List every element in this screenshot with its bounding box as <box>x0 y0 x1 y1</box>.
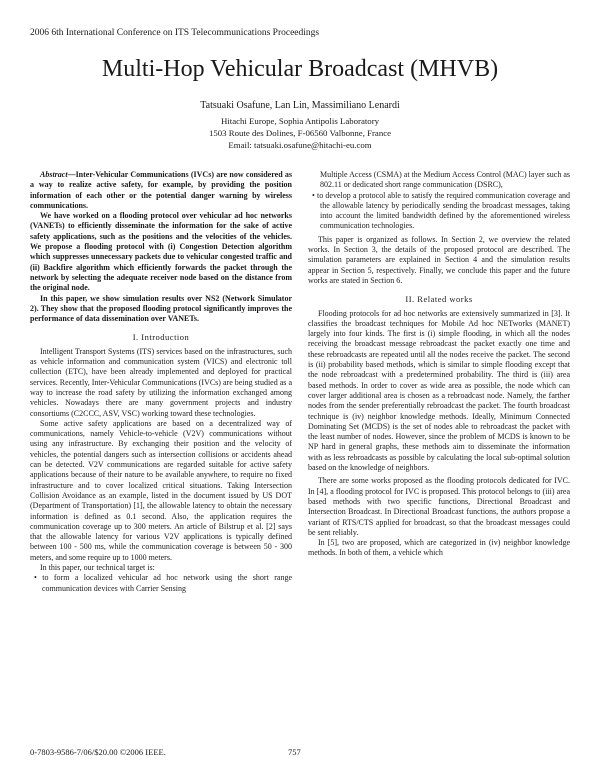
abstract-label: Abstract <box>40 170 68 179</box>
right-bullet-2: • to develop a protocol able to satisfy the required communication coverage and the allowable latency by periodically sending the broadcast messages, taking into account the limited bandwidth defined by the aforementioned wireless communication technologies. <box>312 190 570 231</box>
abstract-paragraph-1: Abstract—Inter-Vehicular Communications (IVCs) are now considered as a way to realize active safety, for example, by providing the position information of each other or the potential danger warning by wireless communications. <box>30 170 292 210</box>
affiliation-line-1: Hitachi Europe, Sophia Antipolis Laboratory <box>220 116 380 126</box>
conference-header: 2006 6th International Conference on ITS Telecommunications Proceedings <box>30 28 320 38</box>
section-heading-introduction: I. Introduction <box>132 332 190 343</box>
left-column <box>30 170 292 740</box>
related-paragraph-2: There are some works proposed as the flooding protocols dedicated for IVC. In [4], a flooding protocol for IVC is proposed. This protocol belongs to (iii) area based methods with two specific functions, Directional Broadcast and Intersection Broadcast. In Directional Broadcast functions, the authors propose a variant of RTS/CTS applied for broadcast, so that the broadcast messages could be sent reliably. <box>308 476 570 537</box>
organization-paragraph: This paper is organized as follows. In Section 2, we overview the related works. In Section 3, the details of the proposed protocol are described. The simulation parameters are explained in Section 4 and the simulation results appear in Section 5, respectively. Finally, we conclude this paper and the future works are stated in Section 6. <box>308 234 570 285</box>
affiliation-email: Email: tatsuaki.osafune@hitachi-eu.com <box>228 140 372 150</box>
related-paragraph-3: In [5], two are proposed, which are categorized in (iv) neighbor knowledge methods. In both of them, a vehicle which <box>308 538 570 558</box>
authors: Tatsuaki Osafune, Lan Lin, Massimiliano Lenardi <box>200 100 400 111</box>
copyright-footer: 0-7803-9586-7/06/$20.00 ©2006 IEEE. <box>30 747 166 757</box>
section-heading-related-works: II. Related works <box>405 294 473 305</box>
related-paragraph-1: Flooding protocols for ad hoc networks are extensively summarized in [3]. It classifies the broadcast techniques for Mobile Ad hoc NETworks (MANET) largely into four kinds. The first is (i) simple flooding, in which all the nodes receiving the broadcast message rebroadcast the packet exactly one time and these rebroadcasts are repeated until all the nodes receive the packet. The second is (ii) probability based methods, which is similar to simple flooding except that the node rebroadcast with a predetermined probability. The third is (iii) area based methods. In order to cover as wide area as possible, the node which can cover larger additional area is chosen as a rebroadcast node. Namely, the farther nodes from the sender preferentially rebroadcast the packet. The fourth broadcast technique is (iv) neighbor knowledge methods. Ideally, Minimum Connected Dominating Set (MCDS) is the set of nodes able to rebroadcast the packet with the least number of nodes. However, since the problem of MCDS is known to be NP hard in general graphs, these methods aim to disseminate the information with as less rebroadcasts as possible by calculating the local sub-optimal solution based on the knowledge of neighbors. <box>308 308 570 473</box>
intro-paragraph-3: In this paper, our technical target is: <box>40 562 155 572</box>
intro-bullet-1: • to form a localized vehicular ad hoc network using the short range communication devices with Carrier Sensing <box>34 573 292 593</box>
intro-paragraph-2: Some active safety applications are based on a decentralized way of communications, namely Vehicle-to-vehicle (V2V) communications without using any infrastructure. By exchanging their position and the velocity of vehicles, the potential dangers such as intersection collisions or accidents ahead can be detected. V2V communications are regarded suitable for active safety applications because of their nature to be available anywhere, to require no fixed infrastructure and to cover localized critical situations. Taking Intersection Collision Avoidance as an example, listed in the document issued by US DOT (Department of Transportation) [1], the allowable latency to obtain the necessary information is defined as 0.1 second. Also, the application requires the communication coverage up to 300 meters. An article of Bilstrup et al. [2] says that the allowable latency for various V2V applications is typically defined between 100 - 500 ms, while the communication coverage is between 50 - 300 meters, and some require up to 1000 meters. <box>30 418 292 562</box>
right-column <box>308 170 570 740</box>
page-number: 757 <box>288 747 301 757</box>
right-bullet-1-continued: Multiple Access (CSMA) at the Medium Access Control (MAC) layer such as 802.11 or dedicated short range communication (DSRC), <box>320 170 570 190</box>
abstract-paragraph-3: In this paper, we show simulation results over NS2 (Network Simulator 2). They show that the proposed flooding protocol significantly improves the performance of data dissemination over VANETs. <box>30 293 292 324</box>
affiliation-line-2: 1503 Route des Dolines, F-06560 Valbonne, France <box>208 128 392 138</box>
abstract-paragraph-2: We have worked on a flooding protocol over vehicular ad hoc networks (VANETs) to efficiently disseminate the information for the sake of active safety applications, such as the positions and the velocities of the vehicles. We propose a flooding protocol with (i) Congestion Detection algorithm which suppresses unnecessary packets due to vehicular congested traffic and (ii) Backfire algorithm which efficiently forwards the packet through the network by selecting the adequate receiver node based on the distance from the original node. <box>30 211 292 293</box>
paper-title: Multi-Hop Vehicular Broadcast (MHVB) <box>101 56 499 82</box>
intro-paragraph-1: Intelligent Transport Systems (ITS) services based on the infrastructures, such as vehicle information and communication system (VICS) and electronic toll collection (ETC), have been already implemented and deployed for practical services. Recently, Inter-Vehicular Communications (IVCs) are being studied as a way to increase the road safety by utilizing the information exchanged among vehicles. Nowadays there are many government projects and industry consortiums (C2CCC, ASV, VSC) working toward these technologies. <box>30 346 292 418</box>
